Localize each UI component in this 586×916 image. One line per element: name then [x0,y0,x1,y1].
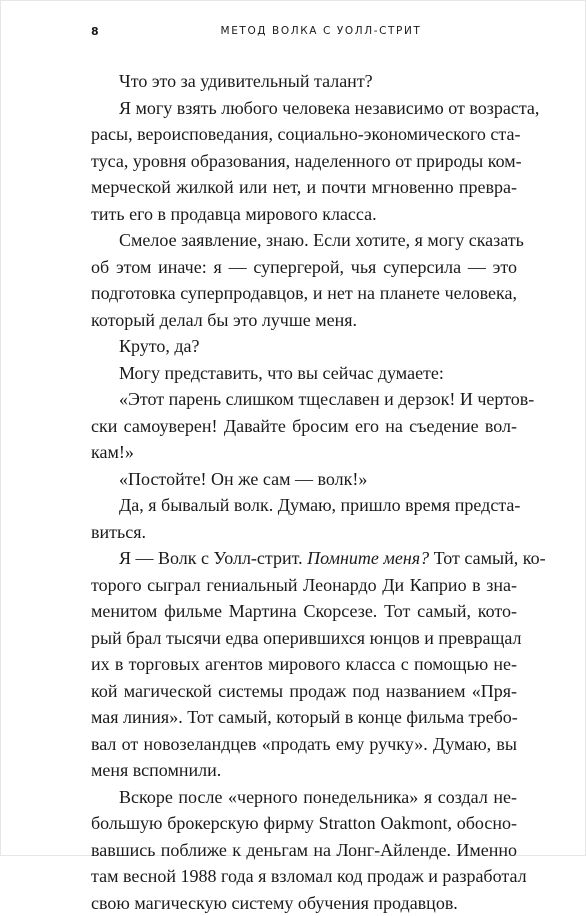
text-segment: тить его в продавца мирового класса. [91,204,377,224]
text-segment: виться. [91,522,146,542]
text-segment: Что это за удивительный талант? [119,71,373,91]
text-line [91,810,517,837]
text-line [91,254,517,281]
text-segment: вал от новозеландцев «продать ему ручку». Думаю, вы [91,734,517,754]
text-line [91,704,517,731]
text-line [91,731,517,758]
text-line [91,863,517,890]
text-segment: Вскоре после «черного понедельника» я создал не- [119,787,517,807]
italic-text-segment: Помните меня? [307,548,429,568]
text-segment: торого сыграл гениальный Леонардо Ди Каприо в зна- [91,575,517,595]
text-line [91,174,517,201]
text-line [91,386,517,413]
text-line [91,201,517,228]
text-segment: Смелое заявление, знаю. Если хотите, я могу сказать [119,230,524,250]
text-line [91,307,517,334]
text-segment: вавшись поближе к деньгам на Лонг-Айленде. Именно [91,840,517,860]
text-line [91,492,517,519]
text-line [91,890,517,916]
text-segment: который делал бы это лучше меня. [91,310,357,330]
text-segment: Могу представить, что вы сейчас думаете: [119,363,444,383]
text-segment: кой магической системы продаж под названием «Пря- [91,681,517,701]
body-text [91,68,517,916]
text-segment: «Постойте! Он же сам — волк!» [119,469,367,489]
text-segment: Да, я бывалый волк. Думаю, пришло время предста- [119,495,520,515]
text-segment: туса, уровня образования, наделенного от природы ком- [91,151,522,171]
text-segment: «Этот парень слишком тщеславен и дерзок! И чертов- [119,389,534,409]
text-segment: расы, вероисповедания, социально-экономического ста- [91,124,520,144]
text-line [91,837,517,864]
page-header [91,25,515,43]
text-line [91,439,517,466]
text-segment: мая линия». Тот самый, который в конце фильма требо- [91,707,518,727]
text-segment: свою магическую систему обучения продавцов. [91,893,458,913]
text-segment: Круто, да? [119,336,200,356]
text-segment: Я — Волк с Уолл-стрит. [119,548,307,568]
page-number: 8 [91,25,99,38]
text-line [91,227,517,254]
text-line [91,68,517,95]
text-line [91,625,517,652]
text-segment: мерческой жилкой или нет, и почти мгновенно превра- [91,177,517,197]
text-line [91,95,517,122]
text-segment: ски самоуверен! Давайте бросим его на съедение вол- [91,416,517,436]
text-segment: там весной 1988 года я взломал код продаж и разработал [91,866,527,886]
text-line [91,784,517,811]
text-segment: об этом иначе: я — супергерой, чья суперсила — это [91,257,517,277]
text-segment: кам!» [91,442,134,462]
text-line [91,519,517,546]
text-segment: Тот самый, ко- [429,548,545,568]
text-line [91,757,517,784]
text-line [91,466,517,493]
text-line [91,333,517,360]
text-line [91,651,517,678]
text-segment: меня вспомнили. [91,760,221,780]
text-segment: рый брал тысячи едва оперившихся юнцов и превращал [91,628,522,648]
text-line [91,148,517,175]
running-title: МЕТОД ВОЛКА С УОЛЛ-СТРИТ [91,25,515,37]
text-line [91,413,517,440]
text-line [91,545,517,572]
text-segment: их в торговых агентов мирового класса с помощью не- [91,654,517,674]
text-line [91,121,517,148]
text-line [91,280,517,307]
text-segment: большую брокерскую фирму Stratton Oakmont, обосно- [91,813,517,833]
text-segment: Я могу взять любого человека независимо от возраста, [119,98,539,118]
text-segment: менитом фильме Мартина Скорсезе. Тот самый, кото- [91,601,517,621]
text-line [91,678,517,705]
text-line [91,572,517,599]
text-line [91,598,517,625]
text-segment: подготовка суперпродавцов, и нет на планете человека, [91,283,517,303]
text-line [91,360,517,387]
